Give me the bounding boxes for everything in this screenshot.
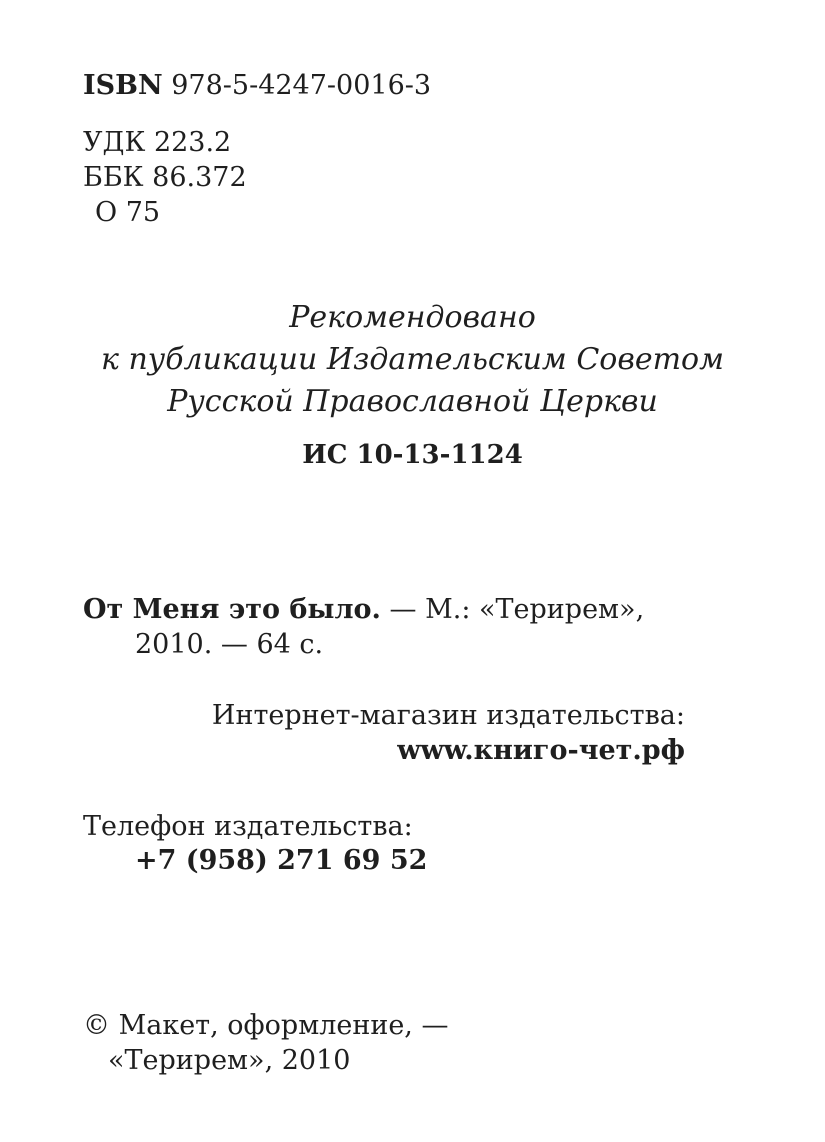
bibliographic-entry-line-1 — [83, 592, 644, 628]
udk-code: УДК 223.2 — [83, 127, 232, 158]
recommendation-line-2: к публикации Издательским Советом — [101, 342, 724, 377]
council-code: ИС 10-13-1124 — [302, 440, 523, 470]
book-title: От Меня это было. — [83, 594, 381, 625]
recommendation-line-1: Рекомендовано — [289, 300, 536, 335]
online-shop-label: Интернет-магазин издательства: — [211, 700, 685, 731]
isbn-line — [83, 68, 431, 104]
copyright-line-1: © Макет, оформление, — — [83, 1010, 449, 1041]
phone-label: Телефон издательства: — [83, 811, 413, 842]
isbn-value: 978-5-4247-0016-3 — [171, 70, 432, 101]
recommendation-line-3: Русской Православной Церкви — [167, 384, 658, 419]
author-mark: О 75 — [95, 197, 161, 228]
publisher-info: — М.: «Терирем», — [380, 594, 645, 625]
phone-number: +7 (958) 271 69 52 — [135, 845, 428, 876]
copyright-line-2: «Терирем», 2010 — [108, 1045, 351, 1076]
online-shop-url: www.книго-чет.рф — [397, 735, 685, 766]
isbn-label: ISBN — [83, 70, 163, 101]
bbk-code: ББК 86.372 — [83, 162, 247, 193]
bibliographic-entry-line-2: 2010. — 64 с. — [135, 629, 324, 660]
